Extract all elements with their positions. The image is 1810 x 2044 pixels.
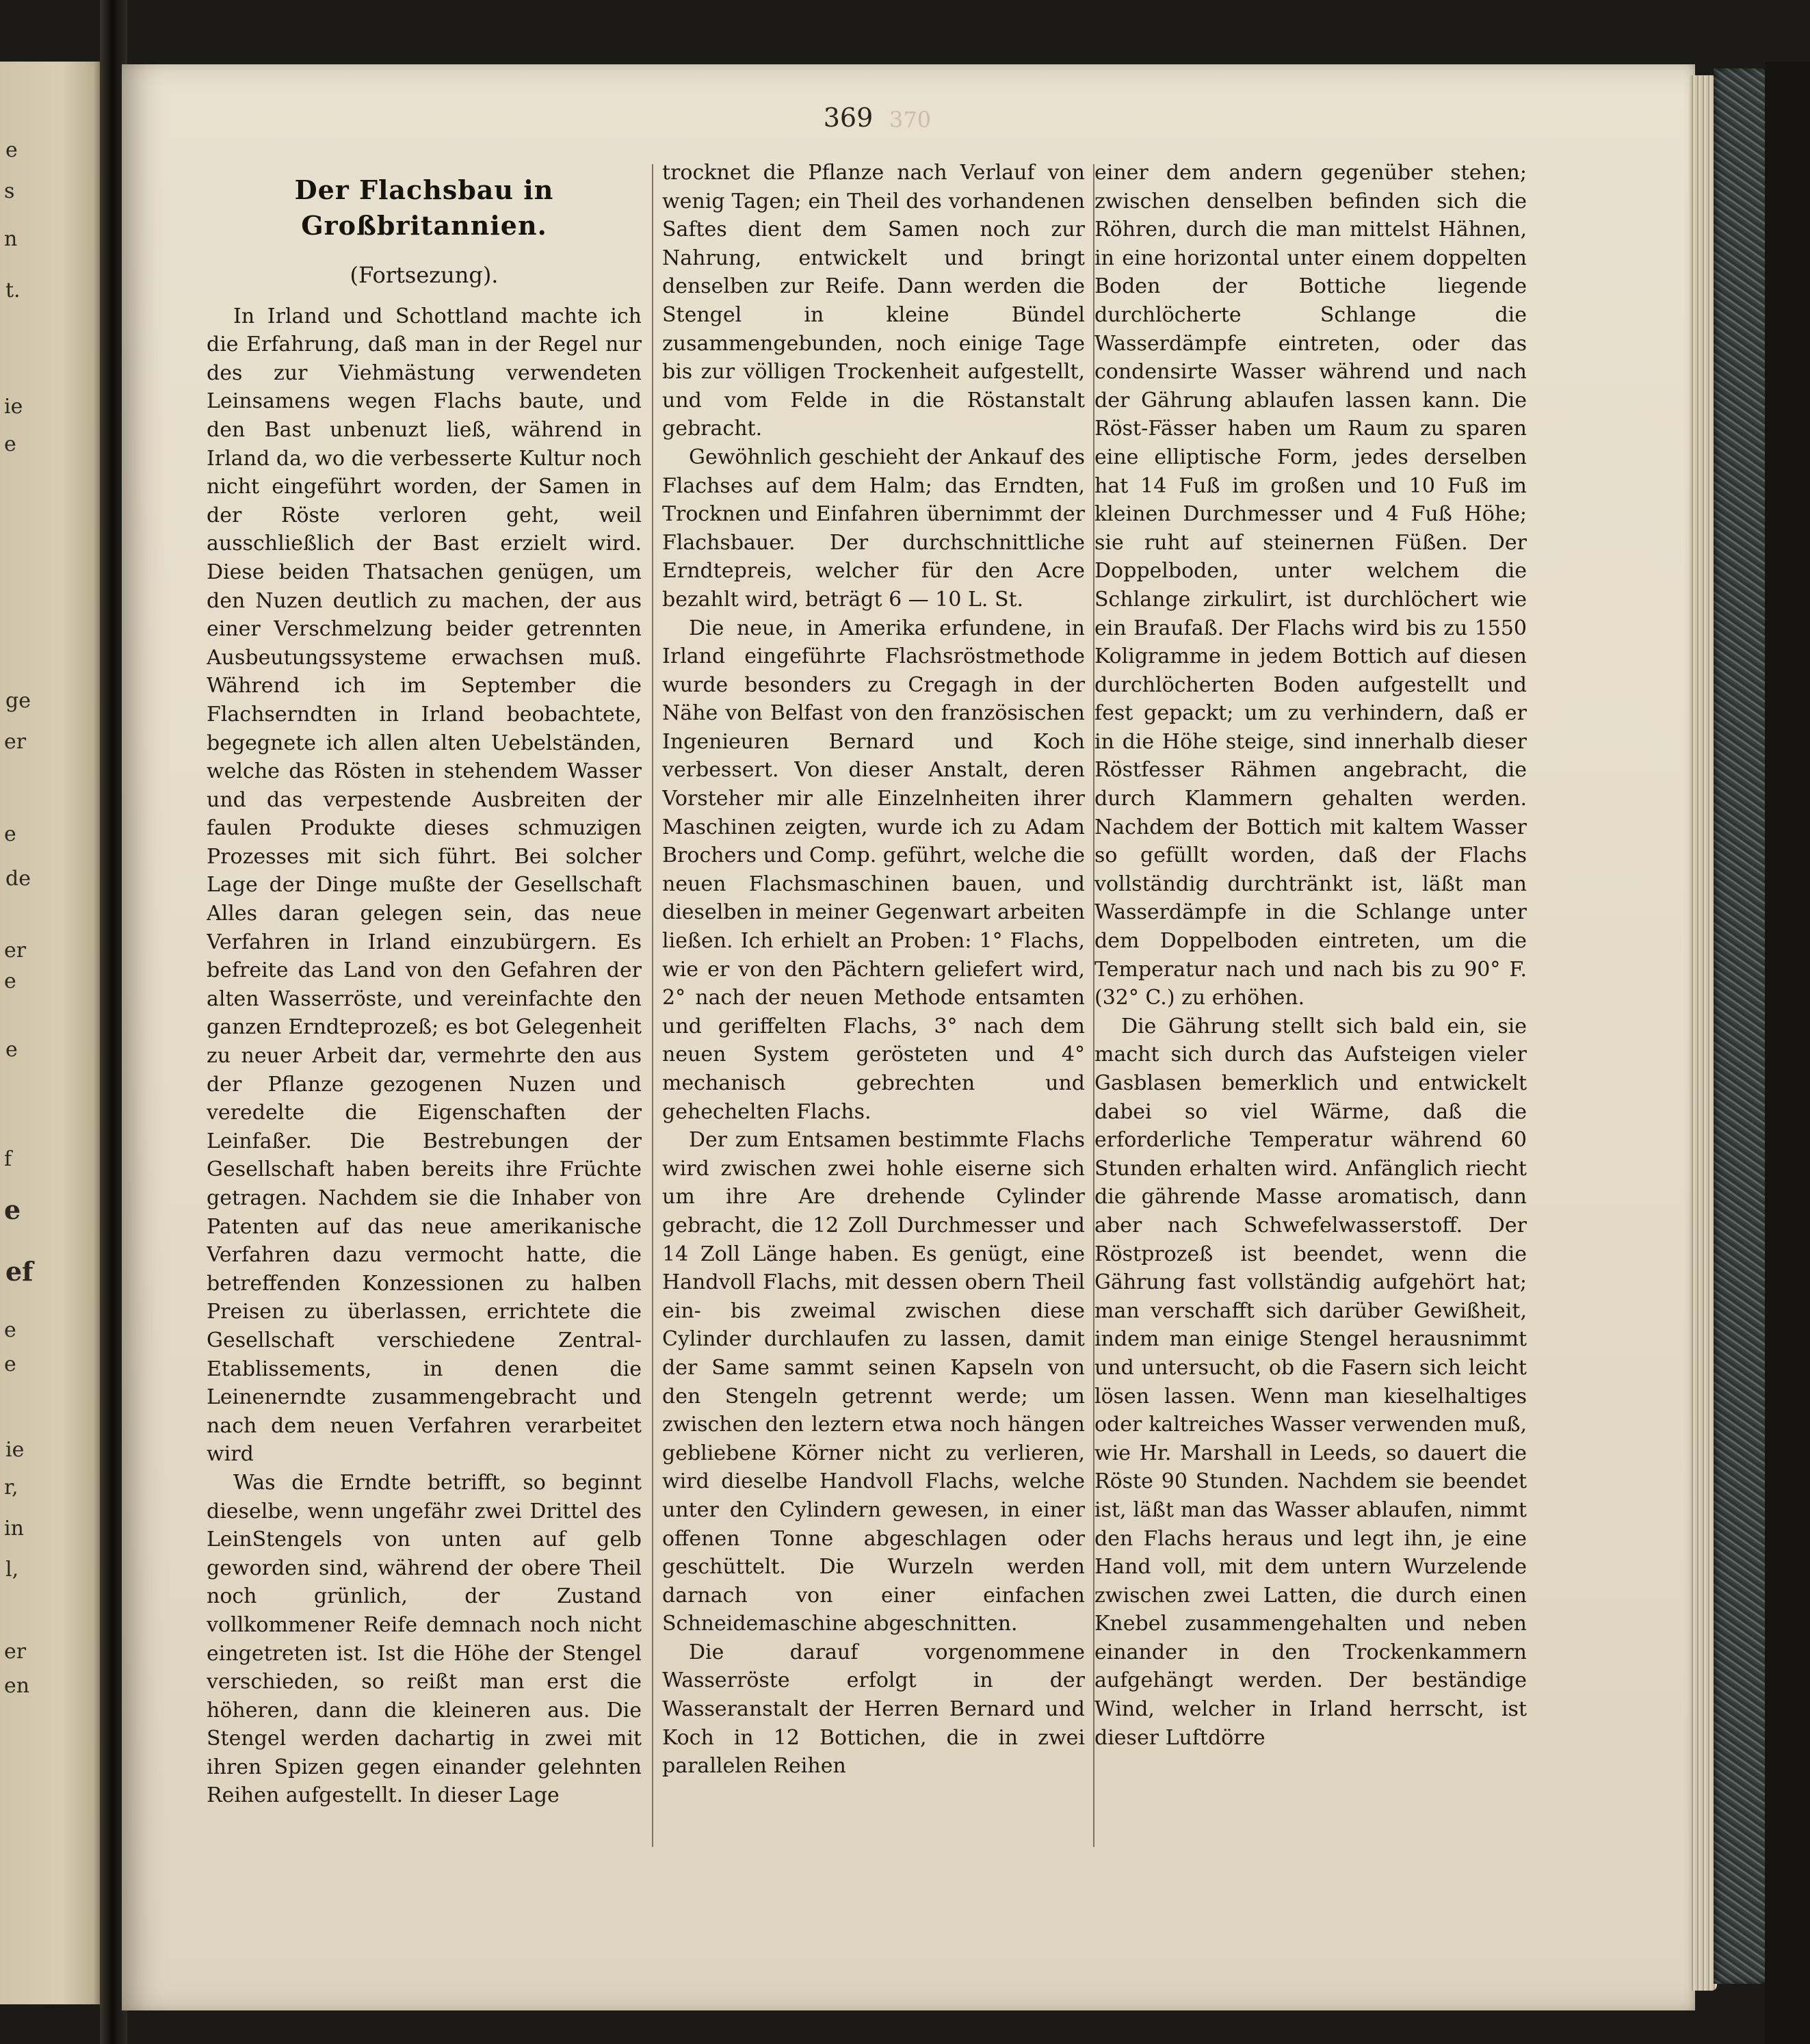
- article-subtitle: (Fortsezung).: [350, 262, 499, 288]
- left-page-text-fragment: e: [4, 1352, 16, 1376]
- left-page-text-fragment: de: [5, 867, 31, 891]
- left-page-text-fragment: ie: [4, 395, 23, 419]
- left-page-text-fragment: l,: [5, 1558, 19, 1582]
- paragraph: trocknet die Pflanze nach Verlauf von wenig Tagen; ein Theil des vorhandenen Saftes dient dem Samen noch zur Nahrung, entwickelt und bringt denselben zur Reife. Dann werden die Stengel in kleine Bündel zusammengebunden, noch einige Tage bis zur völligen Trockenheit aufgestellt, und vom Felde in die Röstanstalt gebracht.: [662, 161, 1085, 441]
- left-page-text-fragment: f: [4, 1147, 12, 1171]
- paragraph: In Irland und Schottland machte ich die Erfahrung, daß man in der Regel nur des zur Viehmästung verwendeten Leinsamens wegen Flachs baute, und den Bast unbenuzt ließ, während in Irland da, wo die verbesserte Kultur noch nicht eingeführt worden, der Samen in der Röste verloren geht, weil ausschließlich der Bast erzielt wird. Diese beiden Thatsachen genügen, um den Nuzen deutlich zu machen, der aus einer Verschmelzung beider getrennten Ausbeutungssysteme erwachsen muß. Während ich im September die Flachserndten in Irland beobachtete, begegnete ich allen alten Uebelständen, welche das Rösten in stehendem Wasser und das verpestende Ausbreiten der faulen Produkte dieses schmuzigen Prozesses mit sich führt. Bei solcher Lage der Dinge mußte der Gesellschaft Alles daran gelegen sein, das neue Verfahren in Irland einzubürgern. Es befreite das Land von den Gefahren der alten Wasserröste, und vereinfachte den ganzen Erndteprozeß; es bot Gelegenheit zu neuer Arbeit dar, vermehrte den aus der Pflanze gezogenen Nuzen und veredelte die Eigenschaften der Leinfaßer. Die Bestrebungen der Gesellschaft haben bereits ihre Früchte getragen. Nachdem sie die Inhaber von Patenten auf das neue amerikanische Verfahren dazu vermocht hatte, die betreffenden Konzessionen zu halben Preisen zu überlassen, errichtete die Gesellschaft verschiedene Zentral-Etablissements, in denen die Leinenerndte zusammengebracht und nach dem neuen Verfahren verarbeitet wird: [207, 304, 642, 1467]
- left-page-text-fragment: en: [4, 1674, 30, 1698]
- left-page-text-fragment: er: [4, 730, 27, 754]
- left-page-text-fragment: e: [5, 1038, 18, 1062]
- left-page-text-fragment: in: [4, 1517, 24, 1541]
- left-page-text-fragment: n: [4, 227, 18, 251]
- article-title: Der Flachsbau in Großbritannien.: [294, 174, 554, 241]
- left-page-text-fragment: er: [4, 939, 27, 962]
- left-page-text-fragment: s: [4, 179, 15, 203]
- column-rule: [652, 164, 653, 1847]
- paragraph: Die neue, in Amerika erfundene, in Irland eingeführte Flachsröstmethode wurde besonders zu Cregagh in der Nähe von Belfast von den französischen Ingenieuren Bernard und Koch verbessert. Von dieser Anstalt, deren Vorsteher mir alle Einzelnheiten ihrer Maschinen zeigten, wurde ich zu Adam Brochers und Comp. geführt, welche die neuen Flachsmaschinen bauen, und dieselben in meiner Gegenwart arbeiten ließen. Ich erhielt an Proben: 1° Flachs, wie er von den Pächtern geliefert wird, 2° nach der neuen Methode entsamten und geriffelten Flachs, 3° nach dem neuen System gerösteten und 4° mechanisch gebrechten und gehechelten Flachs.: [662, 616, 1085, 1124]
- paragraph: einer dem andern gegenüber stehen; zwischen denselben befinden sich die Röhren, durch die man mittelst Hähnen, in eine horizontal unter einem doppelten Boden der Bottiche liegende durchlöcherte Schlange die Wasserdämpfe eintreten, oder das condensirte Wasser während und nach der Gährung ablaufen lassen kann. Die Röst-Fässer haben um Raum zu sparen eine elliptische Form, jedes derselben hat 14 Fuß im großen und 10 Fuß im kleinen Durchmesser und 4 Fuß Höhe; sie ruht auf steinernen Füßen. Der Doppelboden, unter welchem die Schlange zirkulirt, ist durchlöchert wie ein Braufaß. Der Flachs wird bis zu 1550 Koligramme in jedem Bottich auf diesen durchlöcherten Boden aufgestellt und fest gepackt; um zu verhindern, daß er in die Höhe steige, sind innerhalb dieser Röstfesser Rähmen angebracht, die durch Klammern gehalten werden. Nachdem der Bottich mit kaltem Wasser so gefüllt worden, daß der Flachs vollständig durchtränkt ist, läßt man Wasserdämpfe in die Schlange unter dem Doppelboden eintreten, um die Temperatur nach und nach bis zu 90° F. (32° C.) zu erhöhen.: [1094, 161, 1527, 1010]
- background-edge: [1765, 62, 1810, 2044]
- left-page-text-fragment: e: [4, 432, 16, 456]
- text-column-3: [1094, 159, 1527, 1869]
- left-page-text-fragment: ge: [5, 689, 31, 713]
- paragraph: Die darauf vorgenommene Wasserröste erfolgt in der Wasseranstalt der Herren Bernard und Koch in 12 Bottichen, die in zwei parallelen Reihen: [662, 1640, 1085, 1779]
- paragraph: Die Gährung stellt sich bald ein, sie macht sich durch das Aufsteigen vieler Gasblasen bemerklich und entwickelt dabei so viel Wärme, daß die erforderliche Temperatur während 60 Stunden erhalten wird. Anfänglich riecht die gährende Masse aromatisch, dann aber nach Schwefelwasserstoff. Der Röstprozeß ist beendet, wenn die Gährung fast vollständig aufgehört hat; man verschafft sich darüber Gewißheit, indem man einige Stengel herausnimmt und untersucht, ob die Fasern sich leicht lösen lassen. Wenn man kieselhaltiges oder kaltreiches Wasser verwenden muß, wie Hr. Marshall in Leeds, so dauert die Röste 90 Stunden. Nachdem sie beendet ist, läßt man das Wasser ablaufen, nimmt den Flachs heraus und legt ihn, je eine Hand voll, mit dem untern Wurzelende zwischen zwei Latten, die durch einen Knebel zusammengehalten und neben einander in den Trockenkammern aufgehängt werden. Der beständige Wind, welcher in Irland herrscht, ist dieser Luftdörre: [1094, 1014, 1527, 1750]
- paragraph: Gewöhnlich geschieht der Ankauf des Flachses auf dem Halm; das Erndten, Trocknen und Einfahren übernimmt der Flachsbauer. Der durchschnittliche Erndtepreis, welcher für den Acre bezahlt wird, beträgt 6 — 10 L. St.: [662, 445, 1085, 612]
- left-page-text-fragment: e: [5, 138, 18, 162]
- left-page-text-fragment: ie: [5, 1438, 25, 1462]
- previous-page-edge: [0, 62, 104, 2004]
- text-column-1: [207, 172, 642, 1883]
- left-page-text-fragment: e: [4, 969, 16, 993]
- left-page-text-fragment: e: [4, 822, 16, 846]
- page-number: 369: [823, 103, 874, 133]
- paragraph: Was die Erndte betrifft, so beginnt dieselbe, wenn ungefähr zwei Drittel des LeinStengels von unten auf gelb geworden sind, während der obere Theil noch grünlich, der Zustand vollkommener Reife demnach noch nicht eingetreten ist. Ist die Höhe der Stengel verschieden, so reißt man erst die höheren, dann die kleineren aus. Die Stengel werden dachartig in zwei mit ihren Spizen gegen einander gelehnten Reihen aufgestellt. In dieser Lage: [207, 1470, 642, 1808]
- left-page-text-fragment: t.: [5, 278, 21, 302]
- left-page-text-fragment: e: [4, 1318, 16, 1342]
- marbled-cover-board: [1714, 68, 1767, 1984]
- page-block-edges: [1690, 75, 1717, 1991]
- bleed-through-page-number: 370: [889, 107, 932, 133]
- left-page-text-fragment: er: [4, 1640, 27, 1664]
- paragraph: Der zum Entsamen bestimmte Flachs wird zwischen zwei hohle eiserne sich um ihre Are drehende Cylinder gebracht, die 12 Zoll Durchmesser und 14 Zoll Länge haben. Es genügt, eine Handvoll Flachs, mit dessen obern Theil ein- bis zweimal zwischen diese Cylinder durchlaufen zu lassen, damit der Same sammt seinen Kapseln von den Stengeln getrennt werde; um zwischen den leztern etwa noch hängen gebliebene Körner nicht zu verlieren, wird dieselbe Handvoll Flachs, welche unter den Cylindern gewesen, in einer offenen Tonne abgeschlagen oder geschüttelt. Die Wurzeln werden darnach von einer einfachen Schneidemaschine abgeschnitten.: [662, 1128, 1085, 1636]
- left-page-text-fragment: ef: [5, 1256, 34, 1287]
- left-page-text-fragment: e: [4, 1194, 21, 1225]
- text-column-2: [662, 159, 1085, 1869]
- left-page-text-fragment: r,: [4, 1476, 18, 1499]
